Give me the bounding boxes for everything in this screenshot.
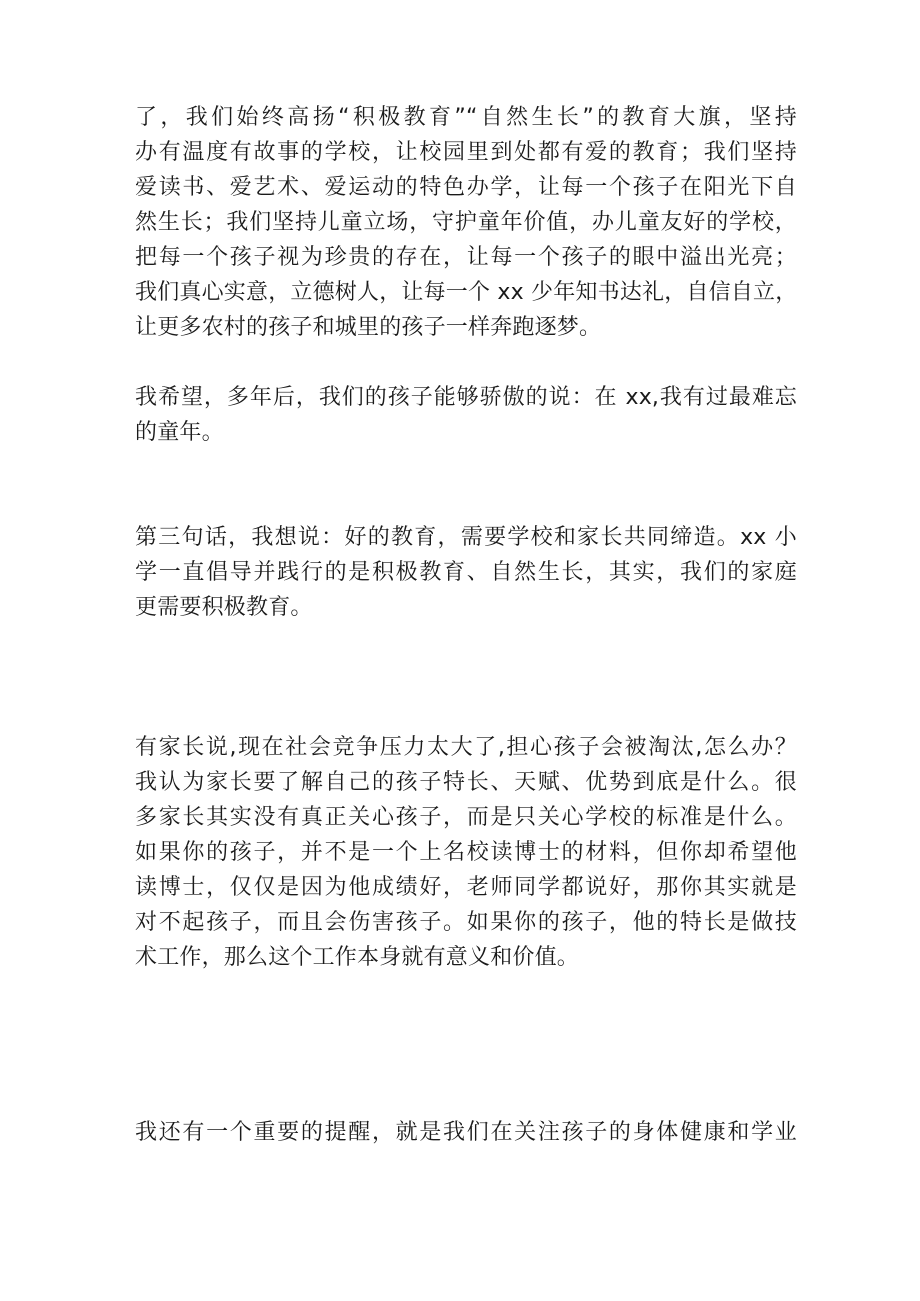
- text-line: 第三句话，我想说：好的教育，需要学校和家长共同缔造。xx 小: [135, 525, 797, 550]
- text-line: 有家长说,现在社会竞争压力太大了,担心孩子会被淘汰,怎么办？: [135, 735, 797, 760]
- text-line: 学一直倡导并践行的是积极教育、自然生长，其实，我们的家庭: [135, 560, 797, 585]
- text-line: 我认为家长要了解自己的孩子特长、天赋、优势到底是什么。很: [135, 770, 797, 795]
- text-line: 如果你的孩子，并不是一个上名校读博士的材料，但你却希望他: [135, 840, 797, 865]
- paragraph-hope: [135, 380, 797, 450]
- text-line: 我还有一个重要的提醒，就是我们在关注孩子的身体健康和学业: [135, 1120, 797, 1145]
- paragraph-school-philosophy: [135, 100, 797, 345]
- text-line: 的童年。: [135, 420, 224, 445]
- paragraph-parents-concern: [135, 730, 797, 975]
- paragraph-reminder: [135, 1115, 797, 1150]
- paragraph-third-point: [135, 520, 797, 625]
- text-line: 更需要积极教育。: [135, 595, 313, 620]
- text-line: 办有温度有故事的学校，让校园里到处都有爱的教育；我们坚持: [135, 140, 797, 165]
- text-line: 多家长其实没有真正关心孩子，而是只关心学校的标准是什么。: [135, 805, 797, 830]
- text-line: 爱读书、爱艺术、爱运动的特色办学，让每一个孩子在阳光下自: [135, 175, 797, 200]
- text-line: 术工作，那么这个工作本身就有意义和价值。: [135, 945, 580, 970]
- text-line: 我希望，多年后，我们的孩子能够骄傲的说：在 xx,我有过最难忘: [135, 385, 797, 410]
- text-line: 了，我们始终高扬“积极教育”“自然生长”的教育大旗，坚持: [135, 105, 797, 130]
- text-line: 把每一个孩子视为珍贵的存在，让每一个孩子的眼中溢出光亮；: [135, 245, 797, 270]
- text-line: 对不起孩子，而且会伤害孩子。如果你的孩子，他的特长是做技: [135, 910, 797, 935]
- text-line: 读博士，仅仅是因为他成绩好，老师同学都说好，那你其实就是: [135, 875, 797, 900]
- text-line: 我们真心实意，立德树人，让每一个 xx 少年知书达礼，自信自立，: [135, 280, 798, 305]
- text-line: 然生长；我们坚持儿童立场，守护童年价值，办儿童友好的学校，: [135, 210, 797, 235]
- text-line: 让更多农村的孩子和城里的孩子一样奔跑逐梦。: [135, 315, 602, 340]
